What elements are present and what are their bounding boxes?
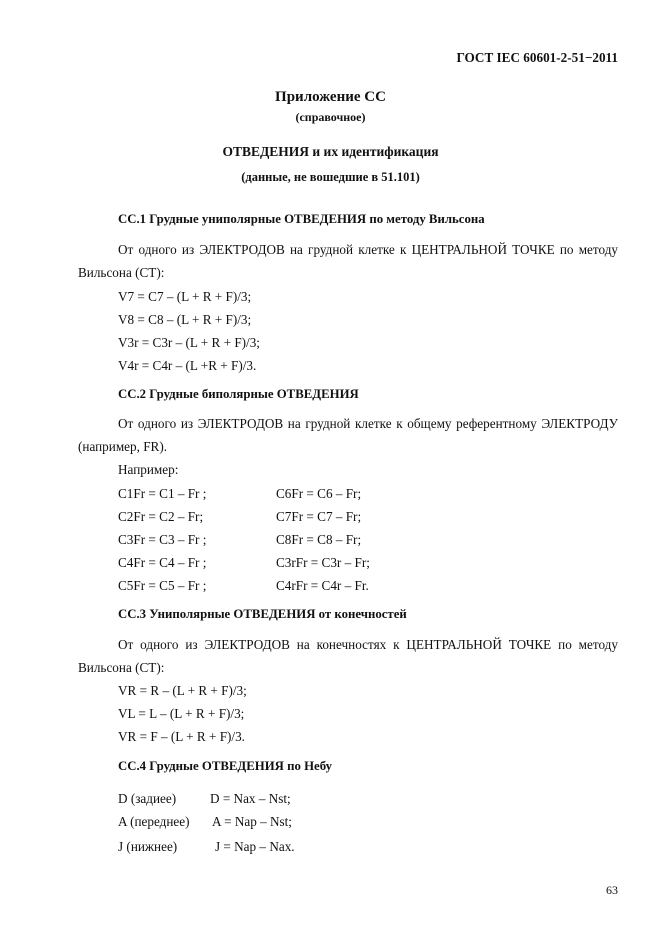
section-cc1-heading: СС.1 Грудные униполярные ОТВЕДЕНИЯ по методу Вильсона [118,212,485,226]
formula: VR = R – (L + R + F)/3; [118,683,247,698]
section-cc3-heading: СС.3 Униполярные ОТВЕДЕНИЯ от конечностей [118,607,407,621]
section-cc1-paragraph-line1: От одного из ЭЛЕКТРОДОВ на грудной клетке к ЦЕНТРАЛЬНОЙ ТОЧКЕ по методу [118,242,618,257]
lead-formula: D = Nax – Nst; [210,791,291,806]
section-cc4-heading: СС.4 Грудные ОТВЕДЕНИЯ по Небу [118,759,333,773]
example-label: Например: [118,462,179,477]
formula-left: C4Fr = C4 – Fr ; [118,555,207,570]
formula-right: C4rFr = C4r – Fr. [276,578,369,593]
appendix-subtitle: (справочное) [295,110,366,124]
formula: VL = L – (L + R + F)/3; [118,706,245,721]
formula: V3r = C3r – (L + R + F)/3; [118,335,260,350]
formula-left: C3Fr = C3 – Fr ; [118,532,207,547]
lead-label: A (переднее) [118,814,190,829]
formula-left: C5Fr = C5 – Fr ; [118,578,207,593]
formula-right: C6Fr = C6 – Fr; [276,486,362,501]
main-subtitle: (данные, не вошедшие в 51.101) [241,170,420,184]
formula-right: C7Fr = C7 – Fr; [276,509,362,524]
formula: V8 = C8 – (L + R + F)/3; [118,312,252,327]
formula-left: C1Fr = C1 – Fr ; [118,486,207,501]
section-cc1-paragraph-line2: Вильсона (СТ): [78,265,165,280]
formula: V7 = C7 – (L + R + F)/3; [118,289,252,304]
appendix-title: Приложение СС [275,89,386,105]
section-cc3-paragraph-line1: От одного из ЭЛЕКТРОДОВ на конечностях к ЦЕНТРАЛЬНОЙ ТОЧКЕ по методу [118,637,618,652]
main-title: ОТВЕДЕНИЯ и их идентификация [222,144,439,159]
page-number: 63 [606,883,618,897]
formula-right: C8Fr = C8 – Fr; [276,532,362,547]
section-cc2-heading: СС.2 Грудные биполярные ОТВЕДЕНИЯ [118,387,359,401]
section-cc2-paragraph-line2: (например, FR). [78,439,168,454]
section-cc2-paragraph-line1: От одного из ЭЛЕКТРОДОВ на грудной клетке к общему референтному ЭЛЕКТРОДУ [118,416,618,431]
lead-formula: A = Nap – Nst; [212,814,292,829]
section-cc3-paragraph-line2: Вильсона (СТ): [78,660,165,675]
lead-label: J (нижнее) [118,839,178,854]
formula-right: C3rFr = C3r – Fr; [276,555,370,570]
standard-number: ГОСТ IEC 60601-2-51−2011 [456,50,618,65]
formula: V4r = C4r – (L +R + F)/3. [118,358,257,373]
lead-label: D (задиее) [118,791,177,806]
lead-formula: J = Nap – Nax. [215,839,295,854]
formula-left: C2Fr = C2 – Fr; [118,509,204,524]
formula: VR = F – (L + R + F)/3. [118,729,245,744]
